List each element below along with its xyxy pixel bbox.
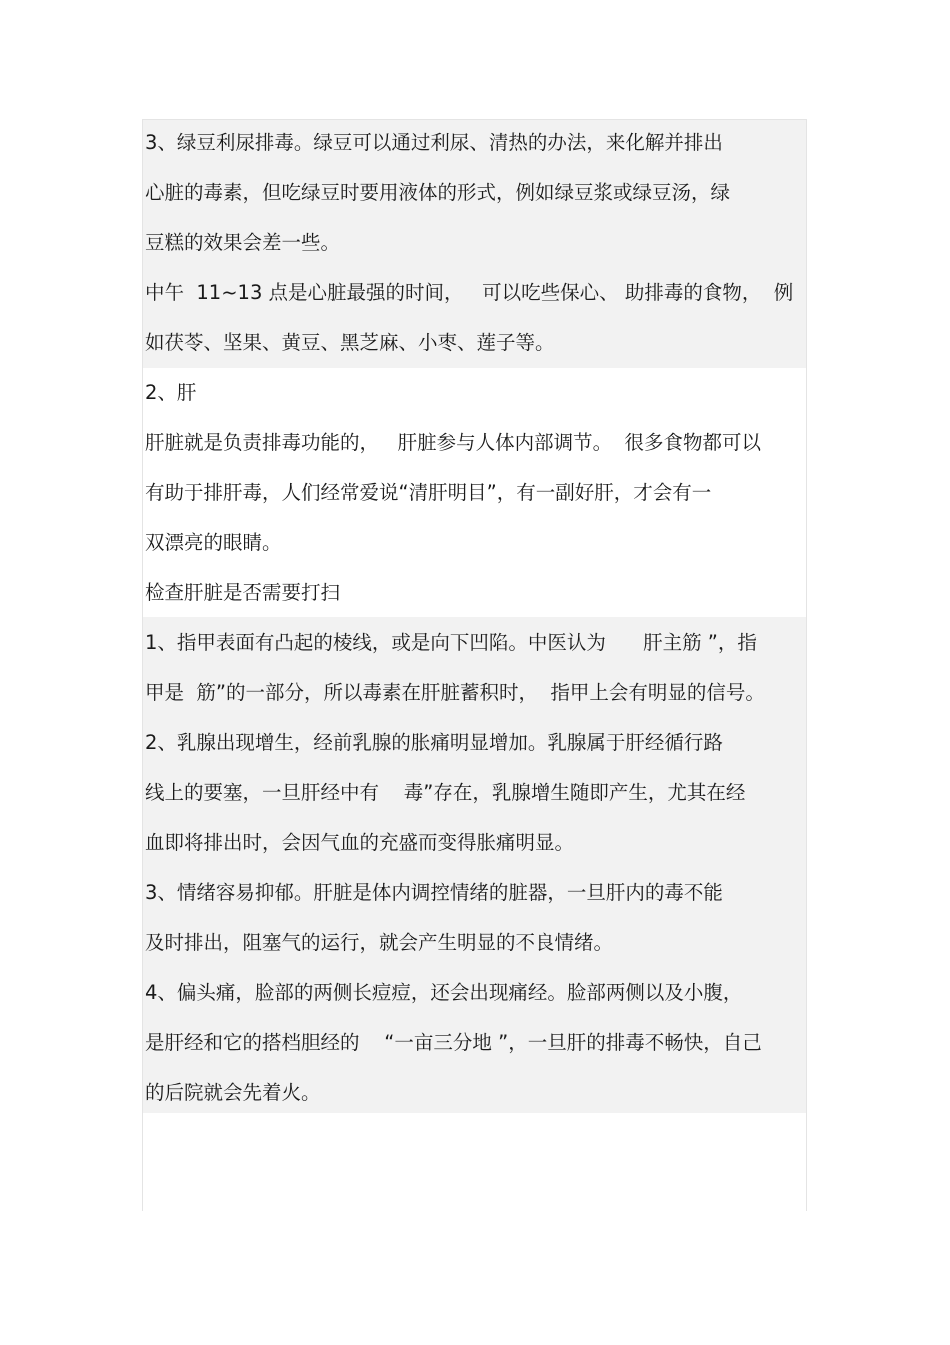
text-line-2: 心脏的毒素，但吃绿豆时要用液体的形式，例如绿豆浆或绿豆汤，绿 xyxy=(145,181,731,204)
section-heading-liver: 2、肝 xyxy=(145,381,197,404)
text-line-19: 是肝经和它的搭档胆经的 “一亩三分地 ”，一旦肝的排毒不畅快，自己 xyxy=(145,1031,762,1054)
text-line-7: 肝脏就是负责排毒功能的， 肝脏参与人体内部调节。 很多食物都可以 xyxy=(145,431,761,454)
text-line-15: 血即将排出时，会因气血的充盛而变得胀痛明显。 xyxy=(145,831,575,854)
text-line-12: 甲是 筋”的一部分，所以毒素在肝脏蓄积时， 指甲上会有明显的信号。 xyxy=(145,681,765,704)
text-line-9: 双漂亮的眼睛。 xyxy=(145,531,282,554)
text-line-5: 如茯苓、坚果、黄豆、黑芝麻、小枣、莲子等。 xyxy=(145,331,555,354)
text-line-14: 线上的要塞，一旦肝经中有 毒”存在，乳腺增生随即产生，尤其在经 xyxy=(145,781,746,804)
text-line-3: 豆糕的效果会差一些。 xyxy=(145,231,341,254)
text-line-8: 有助于排肝毒，人们经常爱说“清肝明目”，有一副好肝，才会有一 xyxy=(145,481,712,504)
text-line-16: 3、情绪容易抑郁。肝脏是体内调控情绪的脏器，一旦肝内的毒不能 xyxy=(145,881,723,904)
text-line-4: 中午 11~13 点是心脏最强的时间， 可以吃些保心、 助排毒的食物， 例 xyxy=(145,281,794,304)
text-line-13: 2、乳腺出现增生，经前乳腺的胀痛明显增加。乳腺属于肝经循行路 xyxy=(145,731,723,754)
subheading-liver-check: 检查肝脏是否需要打扫 xyxy=(145,581,341,604)
text-line-20: 的后院就会先着火。 xyxy=(145,1081,321,1104)
text-line-11: 1、指甲表面有凸起的棱线，或是向下凹陷。中医认为 肝主筋 ”，指 xyxy=(145,631,757,654)
document-page xyxy=(142,119,807,1211)
text-line-18: 4、偏头痛，脸部的两侧长痘痘，还会出现痛经。脸部两侧以及小腹， xyxy=(145,981,743,1004)
text-line-1: 3、绿豆利尿排毒。绿豆可以通过利尿、清热的办法，来化解并排出 xyxy=(145,131,723,154)
text-line-17: 及时排出，阻塞气的运行，就会产生明显的不良情绪。 xyxy=(145,931,614,954)
